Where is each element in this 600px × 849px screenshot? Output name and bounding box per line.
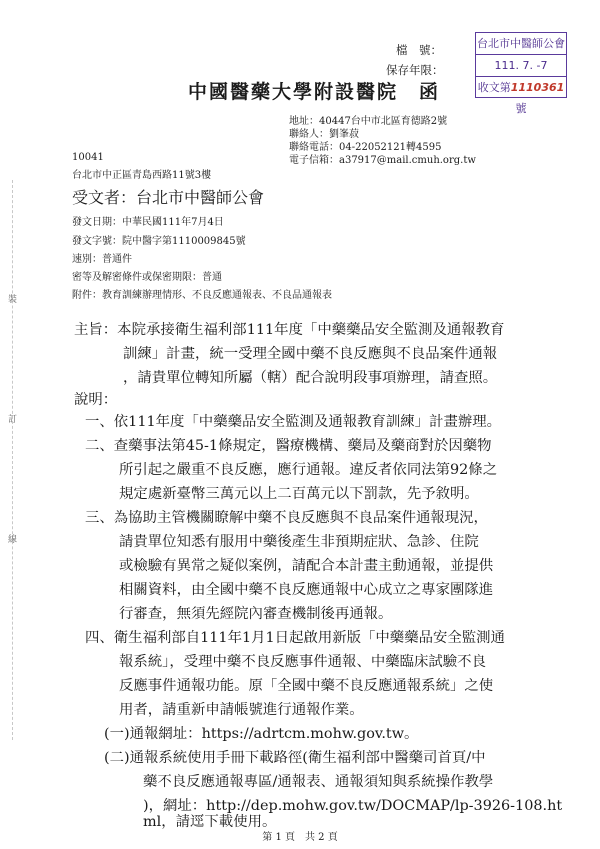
- page-number: 第 1 頁 共 2 頁: [262, 832, 338, 843]
- item-3-line-3: 或檢驗有異常之疑似案例，請配合本計畫主動通報，並提供: [119, 558, 494, 574]
- stamp-date: 111. 7. -7: [476, 55, 566, 77]
- receipt-stamp: [475, 32, 567, 115]
- sub-item-2-line-3: )，網址：http://dep.mohw.gov.tw/DOCMAP/lp-3926-108.ht: [143, 798, 563, 814]
- contact-phone: 聯絡電話：04-22052121轉4595: [289, 142, 442, 153]
- delivery-speed: 速別：普通件: [72, 254, 132, 265]
- subject-line-3: ，請貴單位轉知所屬（轄）配合說明段事項辦理，請查照。: [123, 370, 498, 386]
- retention-period-label: 保存年限：: [386, 63, 444, 77]
- file-number-label: 檔 號：: [396, 43, 442, 57]
- issue-date: 發文日期：中華民國111年7月4日: [72, 217, 224, 228]
- item-3-line-4: 相關資料，由全國中藥不良反應通報中心成立之專家團隊進: [119, 582, 494, 598]
- item-3-line-5: 行審查，無須先經院內審查機制後再通報。: [119, 606, 393, 622]
- sub-item-2-line-1: (二)通報系統使用手冊下載路徑(衛生福利部中醫藥司首頁/中: [104, 750, 486, 766]
- security-level: 密等及解密條件或保密期限：普通: [72, 272, 222, 283]
- hospital-title: 中國醫藥大學附設醫院 函: [188, 81, 441, 103]
- item-1-line-1: 一、依111年度「中藥藥品安全監測及通報教育訓練」計畫辦理。: [85, 414, 502, 430]
- sub-item-2-line-4: ml，請逕下載使用。: [143, 814, 277, 830]
- item-4-line-3: 反應事件通報功能。原「全國中藥不良反應通報系統」之使: [119, 678, 494, 694]
- item-2-line-2: 所引起之嚴重不良反應，應行通報。違反者依同法第92條之: [119, 462, 498, 478]
- stamp-receipt-label: 收文第: [477, 81, 511, 94]
- contact-person: 聯絡人：劉峯菽: [289, 129, 359, 140]
- stamp-receipt-suffix: 號: [515, 102, 527, 115]
- binding-line: [12, 180, 13, 740]
- item-3-line-1: 三、為協助主管機關瞭解中藥不良反應與不良品案件通報現況，: [85, 510, 488, 526]
- item-2-line-3: 規定處新臺幣三萬元以上二百萬元以下罰款，先予敘明。: [119, 486, 479, 502]
- contact-email: 電子信箱：a37917@mail.cmuh.org.tw: [289, 155, 476, 166]
- subject-line-1: 主旨：本院承接衛生福利部111年度「中藥藥品安全監測及通報教育: [74, 322, 505, 338]
- recipient: 受文者：台北市中醫師公會: [72, 188, 265, 207]
- sub-item-2-line-2: 藥不良反應通報專區/通報表、通報須知與系統操作教學: [143, 774, 494, 790]
- postal-code: 10041: [72, 152, 104, 163]
- binding-mark-ding: 訂: [8, 415, 18, 425]
- item-2-line-1: 二、查藥事法第45-1條規定，醫療機構、藥局及藥商對於因藥物: [85, 438, 492, 454]
- sub-item-1: (一)通報網址：https://adrtcm.mohw.gov.tw。: [104, 726, 419, 742]
- stamp-organization: 台北市中醫師公會: [476, 33, 566, 55]
- item-3-line-2: 請貴單位知悉有服用中藥後產生非預期症狀、急診、住院: [119, 534, 479, 550]
- stamp-receipt-row: [476, 77, 566, 115]
- subject-line-2: 訓練」計畫，統一受理全國中藥不良反應與不良品案件通報: [123, 346, 498, 362]
- binding-mark-zhuang: 裝: [8, 295, 18, 305]
- binding-mark-xian: 線: [8, 535, 18, 545]
- item-4-line-2: 報系統」，受理中藥不良反應事件通報、中藥臨床試驗不良: [119, 654, 486, 670]
- stamp-receipt-number: 1110361: [510, 81, 565, 94]
- item-4-line-4: 用者，請重新申請帳號進行通報作業。: [119, 702, 364, 718]
- attachments: 附件：教育訓練辦理情形、不良反應通報表、不良品通報表: [72, 290, 332, 301]
- sender-address: 地址：40447台中市北區育德路2號: [289, 116, 448, 127]
- explanation-label: 說明：: [74, 392, 118, 408]
- item-4-line-1: 四、衛生福利部自111年1月1日起啟用新版「中藥藥品安全監測通: [85, 630, 505, 646]
- recipient-address: 台北市中正區青島西路11號3樓: [72, 170, 212, 181]
- document-number: 發文字號：院中醫字第1110009845號: [72, 236, 246, 247]
